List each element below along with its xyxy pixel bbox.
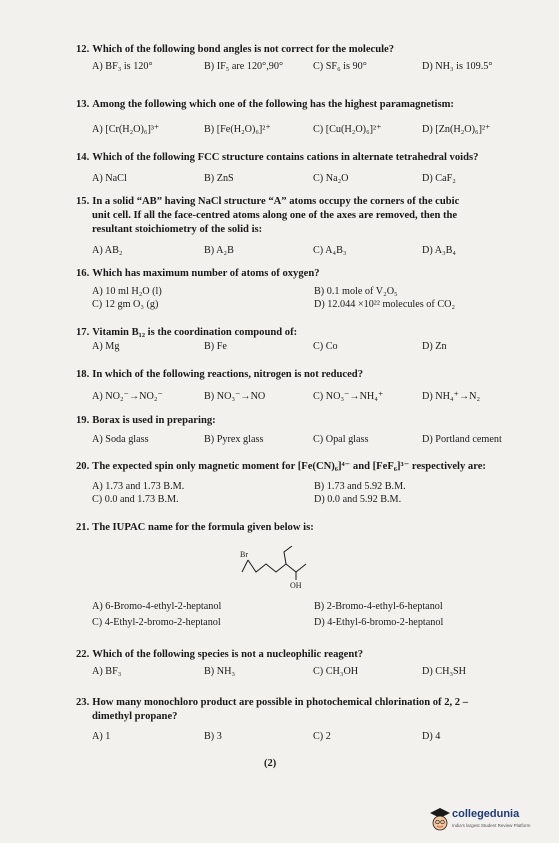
question-number: 18. xyxy=(76,369,90,380)
question-13 xyxy=(76,98,546,112)
option-d: D) 4 xyxy=(422,731,441,742)
option-c: C) Na₂O xyxy=(313,173,349,184)
question-17 xyxy=(76,326,546,340)
options-row xyxy=(92,172,542,185)
option-d: D) [Zn(H₂O)₆]²⁺ xyxy=(422,124,491,135)
ethyl-branch xyxy=(284,546,292,564)
question-22 xyxy=(76,648,546,662)
question-text-line: How many monochloro product are possible in photochemical chlorination of 2, 2 – xyxy=(92,697,469,708)
question-text: Among the following which one of the following has the highest paramagnetism: xyxy=(92,99,454,110)
page-number: (2) xyxy=(264,758,277,769)
options-row xyxy=(92,600,542,613)
question-23 xyxy=(76,696,546,710)
option-b: B) IF₅ are 120°,90° xyxy=(204,61,284,72)
option-c: C) NO₃⁻→NH₄⁺ xyxy=(313,391,384,402)
hydroxyl-label: OH xyxy=(290,581,302,590)
options-row xyxy=(92,390,542,403)
question-number: 23. xyxy=(76,697,90,708)
option-d: D) CaF₂ xyxy=(422,173,456,184)
question-text: Which of the following FCC structure contains cations in alternate tetrahedral voids? xyxy=(92,152,479,163)
options-row xyxy=(92,433,542,446)
question-text: Which of the following bond angles is not correct for the molecule? xyxy=(92,44,395,55)
brand-logo xyxy=(428,806,553,836)
methyl-branch xyxy=(242,560,248,572)
option-d: D) 0.0 and 5.92 B.M. xyxy=(314,494,402,505)
option-d: D) Portland cement xyxy=(422,434,502,445)
option-b: B) NH₃ xyxy=(204,666,236,677)
option-a: A) Soda glass xyxy=(92,434,149,445)
option-a: A) NaCl xyxy=(92,173,127,184)
option-b: B) NO₃⁻→NO xyxy=(204,391,266,402)
question-15-line-2 xyxy=(92,209,547,223)
option-c: C) SF₆ is 90° xyxy=(313,61,367,72)
option-d: D) CH₃SH xyxy=(422,666,467,677)
question-text-line: In a solid “AB” having NaCl structure “A” atoms occupy the corners of the cubic xyxy=(92,196,460,207)
options-row xyxy=(92,298,542,311)
option-a: A) BF₃ is 120° xyxy=(92,61,153,72)
option-c: C) Opal glass xyxy=(313,434,369,445)
options-row xyxy=(92,244,542,257)
brand-tagline: India's largest Student Review Platform xyxy=(452,823,531,828)
question-15-line-3 xyxy=(92,223,547,237)
option-c: C) 12 gm O₃ (g) xyxy=(92,299,159,310)
question-12 xyxy=(76,43,546,57)
question-number: 13. xyxy=(76,99,90,110)
graduate-mascot-icon xyxy=(430,808,450,832)
question-15 xyxy=(76,195,546,209)
question-number: 21. xyxy=(76,522,90,533)
option-c: C) [Cu(H₂O)₆]²⁺ xyxy=(313,124,382,135)
question-number: 22. xyxy=(76,649,90,660)
option-a: A) AB₂ xyxy=(92,245,123,256)
question-text: In which of the following reactions, nitrogen is not reduced? xyxy=(92,369,363,380)
option-a: A) BF₃ xyxy=(92,666,122,677)
question-text-line: resultant stoichiometry of the solid is: xyxy=(92,224,263,235)
brand-name: collegedunia xyxy=(452,808,520,820)
option-b: B) ZnS xyxy=(204,173,234,184)
options-row xyxy=(92,493,542,506)
option-d: D) 12.044 ×10²² molecules of CO₂ xyxy=(314,299,456,310)
option-a: A) Mg xyxy=(92,341,120,352)
question-number: 12. xyxy=(76,44,90,55)
option-d: D) Zn xyxy=(422,341,447,352)
question-text: Borax is used in preparing: xyxy=(92,415,216,426)
option-d: D) NH₄⁺→N₂ xyxy=(422,391,481,402)
question-20 xyxy=(76,460,546,474)
carbon-chain xyxy=(248,560,306,572)
question-23-line-2 xyxy=(92,710,547,724)
question-14 xyxy=(76,151,546,165)
options-row xyxy=(92,730,542,743)
question-number: 16. xyxy=(76,268,90,279)
option-c: C) CH₃OH xyxy=(313,666,359,677)
options-row xyxy=(92,665,542,678)
option-b: B) 1.73 and 5.92 B.M. xyxy=(314,481,406,492)
question-text: The expected spin only magnetic moment for [Fe(CN)₆]⁴⁻ and [FeF₆]³⁻ respectively are: xyxy=(92,461,486,472)
options-row xyxy=(92,480,542,493)
option-c: C) 4-Ethyl-2-bromo-2-heptanol xyxy=(92,617,221,628)
options-row xyxy=(92,616,542,629)
question-number: 19. xyxy=(76,415,90,426)
options-row xyxy=(92,123,542,136)
question-number: 17. xyxy=(76,327,90,338)
option-a: A) 10 ml H₂O (l) xyxy=(92,286,162,297)
option-b: B) 0.1 mole of V₂O₅ xyxy=(314,286,398,297)
option-b: B) Pyrex glass xyxy=(204,434,264,445)
option-d: D) A₃B₄ xyxy=(422,245,456,256)
question-18 xyxy=(76,368,546,382)
option-b: B) 3 xyxy=(204,731,222,742)
option-a: A) [Cr(H₂O)₆]³⁺ xyxy=(92,124,160,135)
question-number: 15. xyxy=(76,196,90,207)
options-row xyxy=(92,60,542,73)
option-c: C) Co xyxy=(313,341,338,352)
question-21 xyxy=(76,521,546,535)
option-b: B) Fe xyxy=(204,341,227,352)
skeletal-structure-diagram xyxy=(234,546,324,590)
option-a: A) 1 xyxy=(92,731,111,742)
option-a: A) 6-Bromo-4-ethyl-2-heptanol xyxy=(92,601,222,612)
question-text: The IUPAC name for the formula given below is: xyxy=(92,522,314,533)
option-c: C) 0.0 and 1.73 B.M. xyxy=(92,494,179,505)
option-d: D) 4-Ethyl-6-bromo-2-heptanol xyxy=(314,617,444,628)
options-row xyxy=(92,285,542,298)
option-b: B) A₂B xyxy=(204,245,234,256)
option-d: D) NH₃ is 109.5° xyxy=(422,61,493,72)
question-16 xyxy=(76,267,546,281)
question-text-line: unit cell. If all the face-centred atoms along one of the axes are removed, then the xyxy=(92,210,458,221)
option-c: C) A₄B₃ xyxy=(313,245,347,256)
question-text-line: dimethyl propane? xyxy=(92,711,178,722)
question-text: Which of the following species is not a nucleophilic reagent? xyxy=(92,649,364,660)
question-19 xyxy=(76,414,546,428)
option-a: A) NO₂⁻→NO₂⁻ xyxy=(92,391,163,402)
option-b: B) [Fe(H₂O)₆]²⁺ xyxy=(204,124,271,135)
options-row xyxy=(92,340,542,353)
option-a: A) 1.73 and 1.73 B.M. xyxy=(92,481,185,492)
option-b: B) 2-Bromo-4-ethyl-6-heptanol xyxy=(314,601,443,612)
question-number: 14. xyxy=(76,152,90,163)
option-c: C) 2 xyxy=(313,731,331,742)
question-text: Which has maximum number of atoms of oxygen? xyxy=(92,268,320,279)
bromine-label: Br xyxy=(240,550,248,559)
question-number: 20. xyxy=(76,461,90,472)
question-text: Vitamin B₁₂ is the coordination compound of: xyxy=(92,327,298,338)
